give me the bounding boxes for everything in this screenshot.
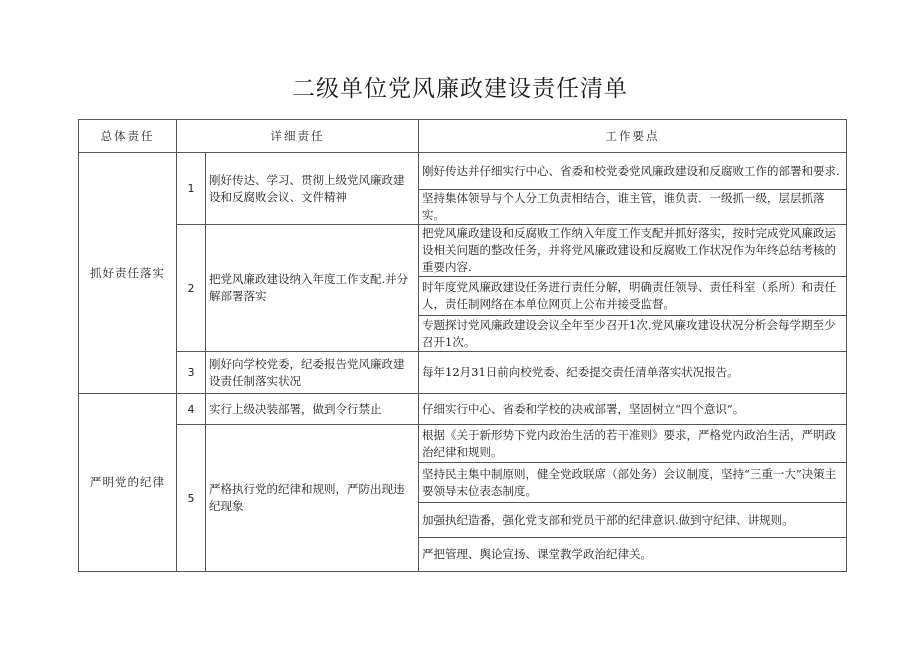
point-cell: 坚持民主集中制原则，健全党政联席（部处务）会议制度，坚持“三重一大”决策主要领导末位表态制度。 (419, 463, 847, 503)
responsibility-table (78, 119, 847, 572)
table-header-row (79, 120, 847, 153)
item-number: 3 (177, 352, 206, 394)
detail-cell: 实行上级决装部署，做到令行禁止 (206, 394, 419, 425)
header-overall: 总体责任 (79, 120, 177, 153)
item-number: 2 (177, 225, 206, 352)
item-number: 4 (177, 394, 206, 425)
table-row (79, 425, 847, 463)
point-cell: 坚持集体领导与个人分工负责相结合，谁主管，谁负责．一级抓一级，层层抓落实。 (419, 190, 847, 225)
table-row (79, 153, 847, 190)
point-cell: 时年度党风廉政建设任务进行责任分解，明确责任领导、责任科室（系所）和责任人，责任制网络在本单位网页上公布并接受监督。 (419, 277, 847, 316)
table-row (79, 394, 847, 425)
point-cell: 把党风廉政建设和反腐败工作纳入年度工作支配并抓好落实，按时完成党风廉政运设相关问题的整改任务，并将党风廉政建设和反腐败工作状况作为年终总结考核的重要内容. (419, 225, 847, 277)
point-cell: 专题探讨党风廉政建设会议全年至少召开1次.党风廉攻建设状况分析会每学期至少召开1次。 (419, 316, 847, 352)
item-number: 1 (177, 153, 206, 225)
table-row (79, 225, 847, 277)
point-cell: 根据《关于新形势下党内政治生活的若干准则》要求，严格党内政治生活，严明政治纪律和规则。 (419, 425, 847, 463)
point-cell: 严把管理、舆论宣扬、课堂教学政治纪律关。 (419, 538, 847, 572)
category-cell: 抓好责任落实 (79, 153, 177, 394)
point-cell: 每年12月31日前向校党委、纪委提交责任清单落实状况报告。 (419, 352, 847, 394)
detail-cell: 把党风廉政建设纳入年度工作支配.并分解部署落实 (206, 225, 419, 352)
page-title: 二级单位党风廉政建设责任清单 (292, 76, 628, 102)
point-cell: 刚好传达并仔细实行中心、省委和校党委党风廉政建设和反腐败工作的部署和要求. (419, 153, 847, 190)
detail-cell: 刚好传达、学习、贯彻上级党风廉政建设和反腐败会议、文件精神 (206, 153, 419, 225)
category-cell: 严明党的纪律 (79, 394, 177, 572)
header-detail: 详细责任 (177, 120, 419, 153)
header-points: 工作要点 (419, 120, 847, 153)
table-row (79, 352, 847, 394)
point-cell: 仔细实行中心、省委和学校的决戒部署，坚固树立“四个意识”。 (419, 394, 847, 425)
detail-cell: 严格执行党的纪律和规则，严防出现违纪现象 (206, 425, 419, 572)
point-cell: 加强执纪造番，强化党支部和党员干部的纪律意识.做到守纪律、讲规则。 (419, 503, 847, 538)
detail-cell: 刚好向学校党委，纪委报告党风廉政建设责任制落实状况 (206, 352, 419, 394)
item-number: 5 (177, 425, 206, 572)
